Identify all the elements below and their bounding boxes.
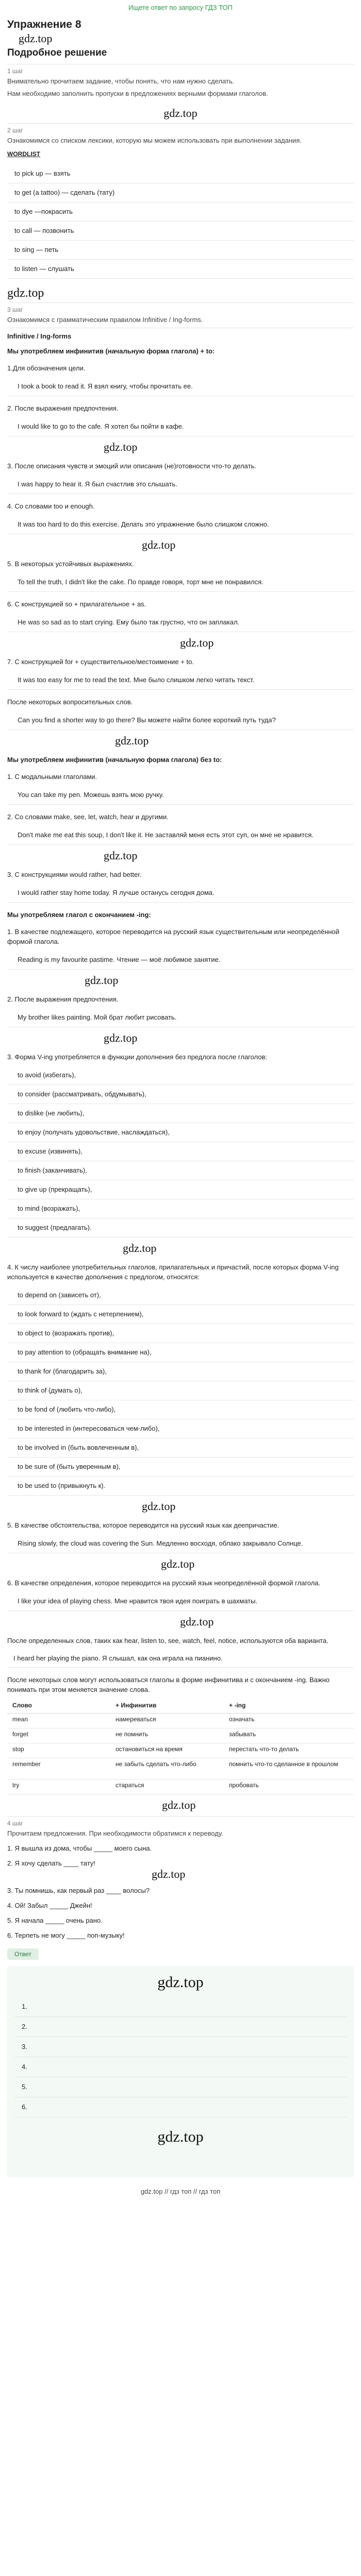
sentence: 4. Ой! Забыл _____ Джейн! [7, 1902, 92, 1909]
rule-title: 5. В качестве обстоятельства, которое переводится на русский язык как деепричастие. [7, 1521, 280, 1529]
rule-example: My brother likes painting. Мой брат любит рисовать. [7, 1008, 354, 1027]
step-2 [7, 127, 354, 279]
rule-title: 7. С конструкцией for + существительное/местоимение + to. [7, 658, 194, 666]
table-cell: означать [229, 1716, 255, 1723]
rule-example: I would like to go to the cafe. Я хотел бы пойти в кафе. [7, 417, 354, 436]
wordlist-item: to dye —покрасить [7, 202, 354, 222]
rule-title: 1. В качестве подлежащего, которое переводится на русский язык существительным или неопределённой формой глагола. [7, 928, 339, 945]
rule-example: to object to (возражать против), [7, 1324, 354, 1343]
rule-example: I took a book to read it. Я взял книгу, чтобы прочитать ее. [7, 377, 354, 396]
rule-title: 6. С конструкцией so + прилагательное + as. [7, 600, 146, 608]
watermark: gdz.top [161, 1557, 195, 1570]
rule-example: to dislike (не любить), [7, 1104, 354, 1123]
table-cell: помнить что-то сделанное в прошлом [229, 1760, 338, 1768]
rule-example: He was so sad as to start crying. Ему было так грустно, что он заплакал. [7, 613, 354, 632]
table-cell: остановиться на время [116, 1745, 183, 1753]
rule-example: to finish (заканчивать), [7, 1161, 354, 1180]
solution-title: Подробное решение [7, 47, 107, 58]
rule-title: Infinitive / Ing-forms [7, 332, 72, 340]
step-instruction: Внимательно прочитаем задание, чтобы понять, что нам нужно сделать. [7, 77, 235, 85]
rule-example: to suggest (предлагать). [7, 1218, 354, 1238]
watermark: gdz.top [104, 1031, 138, 1044]
table-header-cell: + -ing [229, 1702, 246, 1709]
rule-example: It was too easy for me to read the text. Мне было слишком легко читать текст. [7, 671, 354, 690]
rule-title: 2. После выражения предпочтения. [7, 404, 119, 412]
watermark: gdz.top [142, 538, 176, 551]
rule-example: to be interested in (интересоваться чем-либо), [7, 1419, 354, 1438]
answer-item: 4. [14, 2057, 347, 2077]
answer-item: 1. [14, 1997, 347, 2017]
rule-title: 4. Со словами too и enough. [7, 502, 95, 510]
main-content [7, 18, 354, 2195]
rule-example: Can you find a shorter way to go there? Вы можете найти более короткий путь туда? [7, 711, 354, 730]
table-cell: не забыть сделать что-либо [116, 1760, 196, 1768]
step-instruction: Ознакомимся со списком лексики, которую мы можем использовать при выполнении задания. [7, 137, 302, 144]
rule-title: 4. К числу наиболее употребительных глаголов, прилагательных и причастий, после которых форма V-ing используется в качестве дополнения с предлогом, относятся: [7, 1263, 339, 1281]
rule-example: to thank for (благодарить за), [7, 1362, 354, 1381]
rule-example: to be fond of (любить что-либо), [7, 1400, 354, 1419]
rule-title: 3. С конструкциями would rather, had better. [7, 871, 142, 878]
divider [7, 1816, 354, 1817]
watermark: gdz.top [19, 32, 53, 45]
rule-example: to look forward to (ждать с нетерпением), [7, 1305, 354, 1324]
table-cell: пробовать [229, 1782, 259, 1789]
table-cell: не помнить [116, 1731, 149, 1738]
bare-rules [7, 772, 354, 903]
answer-item: 2. [14, 2017, 347, 2037]
rule-example: Reading is my favourite pastime. Чтение — моё любимое занятие. [7, 951, 354, 970]
table-cell: forget [12, 1731, 28, 1738]
step-label: 4 шаг [7, 1820, 23, 1827]
rule-example: to consider (рассматривать, обдумывать), [7, 1085, 354, 1104]
watermark: gdz.top [7, 286, 44, 300]
answer-item: 3. [14, 2037, 347, 2057]
table-cell: stop [12, 1745, 24, 1753]
step-instruction: Ознакомимся с грамматическим правилом Infinitive / Ing-forms. [7, 316, 203, 324]
watermark: gdz.top [157, 2128, 204, 2145]
table-cell: remember [12, 1760, 41, 1768]
wordlist [7, 164, 354, 279]
divider [7, 302, 354, 303]
wordlist-item: to listen — слушать [7, 260, 354, 279]
rule-example: to enjoy (получать удовольствие, наслаждаться), [7, 1123, 354, 1142]
table-row [7, 1780, 354, 1794]
rule-title: 1.Для обозначения цели. [7, 364, 86, 372]
rule-example: to be used to (привыкнуть к). [7, 1477, 354, 1496]
answer-button[interactable]: Ответ [7, 1948, 39, 1960]
answer-list [14, 1997, 347, 2117]
table-cell: try [12, 1782, 20, 1789]
watermark: gdz.top [180, 1615, 214, 1628]
wordlist-item: to get (a tattoo) — сделать (тату) [7, 183, 354, 202]
table-cell: mean [12, 1716, 28, 1723]
step-3 [7, 306, 354, 1794]
step-label: 1 шаг [7, 67, 23, 75]
watermark: gdz.top [180, 636, 214, 649]
watermark: gdz.top [123, 1242, 157, 1255]
table-row [7, 1758, 354, 1780]
sentences [7, 1843, 354, 1940]
rule-example: It was too hard to do this exercise. Делать это упражнение было слишком сложно. [7, 515, 354, 534]
rule-example: Don't make me eat this soup, I don't like it. Не заставляй меня есть этот суп, он мне не нравится. [7, 826, 354, 845]
rule-example: I like your idea of playing chess. Мне нравится твоя идея поиграть в шахматы. [7, 1592, 354, 1611]
answer-item: 6. [14, 2097, 347, 2117]
ing-rules [7, 927, 354, 1629]
rule-title: 6. В качестве определения, которое переводится на русский язык неопределённой формой глагола. [7, 1579, 321, 1587]
step-4 [7, 1820, 354, 1940]
perception-example: I heard her playing the piano. Я слышал, как она играла на пианино. [7, 1650, 354, 1668]
rule-title: 2. Со словами make, see, let, watch, hear и другими. [7, 813, 169, 821]
rule-example: to depend on (зависеть от), [7, 1286, 354, 1305]
table-cell: забывать [229, 1731, 256, 1738]
answer-box [7, 1966, 354, 2177]
wordlist-heading: WORDLIST [7, 150, 40, 158]
watermark: gdz.top [152, 1868, 186, 1880]
perception-note: После определенных слов, таких как hear, listen to, see, watch, feel, notice, используются оба варианта. [7, 1637, 329, 1645]
answer-section [7, 1948, 354, 2177]
step-task: Нам необходимо заполнить пропуски в предложениях верными формами глаголов. [7, 90, 268, 97]
wordlist-item: to sing — петь [7, 241, 354, 260]
table-intro: После некоторых слов могут использоваться глаголы в форме инфинитива и с окончанием -ing. Важно понимать при этом меняется значение слова. [7, 1676, 330, 1693]
rule-example: I would rather stay home today. Я лучше останусь сегодня дома. [7, 884, 354, 903]
rule-title: 3. После описания чувств и эмоций или описания (не)готовности что-то делать. [7, 462, 256, 470]
watermark: gdz.top [104, 440, 138, 453]
rule-example: Rising slowly, the cloud was covering the Sun. Медленно восходя, облако закрывало Солнце. [7, 1534, 354, 1553]
table-row [7, 1714, 354, 1728]
table-header-cell: Слово [12, 1702, 32, 1709]
inf-heading: Мы употребляем инфинитив (начальную форма глагола) + to: [7, 347, 215, 355]
watermark: gdz.top [85, 974, 119, 987]
rule-example: to excuse (извинять), [7, 1142, 354, 1161]
table-cell: стараться [116, 1782, 144, 1789]
watermark: gdz.top [163, 107, 198, 120]
step-label: 3 шаг [7, 306, 23, 313]
rule-example: to pay attention to (обращать внимание на), [7, 1343, 354, 1362]
sentence: 3. Ты помнишь, как первый раз ____ волосы? [7, 1887, 150, 1894]
table-header-cell: + Инфинитив [116, 1702, 157, 1709]
rule-example: to be involved in (быть вовлеченным в), [7, 1438, 354, 1458]
watermark: gdz.top [104, 849, 138, 862]
table-header-row [7, 1700, 354, 1714]
top-search-link[interactable]: Ищете ответ по запросу ГДЗ ТОП [128, 4, 233, 11]
rule-example: to be sure of (быть уверенным в), [7, 1458, 354, 1477]
watermark: gdz.top [162, 1799, 196, 1811]
inf-rules [7, 363, 354, 748]
table-cell: перестать что-то делать [229, 1745, 299, 1753]
rule-title: 1. С модальными глаголами. [7, 773, 97, 781]
rule-title: 2. После выражения предпочтения. [7, 995, 119, 1003]
divider [7, 123, 354, 124]
bare-heading: Мы употребляем инфинитив (начальную форма глагола) без to: [7, 756, 222, 764]
footer: gdz.top // гдз топ // гдз топ [140, 2188, 221, 2195]
table-cell: намереваться [116, 1716, 156, 1723]
sentence: 2. Я хочу сделать ____ тату! [7, 1859, 95, 1867]
rule-example: To tell the truth, I didn't like the cake. По правде говоря, торт мне не понравился. [7, 573, 354, 592]
rule-example: You can take my pen. Можешь взять мою ручку. [7, 786, 354, 805]
rule-example: to think of (думать о), [7, 1381, 354, 1400]
watermark: gdz.top [115, 734, 149, 747]
table-row [7, 1728, 354, 1743]
wordlist-item: to call — позвонить [7, 222, 354, 241]
step-label: 2 шаг [7, 127, 23, 134]
ing-heading: Мы употребляем глагол с окончанием -ing: [7, 911, 151, 919]
rule-example: I was happy to hear it. Я был счастлив это слышать. [7, 475, 354, 494]
rule-title: 5. В некоторых устойчивых выражениях. [7, 560, 134, 568]
step-1 [7, 67, 354, 98]
watermark: gdz.top [157, 1974, 204, 1991]
step-instruction: Прочитаем предложения. При необходимости обратимся к переводу. [7, 1829, 223, 1837]
top-search-link-bar [0, 0, 361, 18]
sentence: 1. Я вышла из дома, чтобы _____ моего сына. [7, 1844, 152, 1852]
rule-example: to mind (возражать), [7, 1199, 354, 1218]
rule-title: 3. Форма V-ing употребляется в функции дополнения без предлога после глаголов: [7, 1053, 267, 1061]
meaning-table [7, 1700, 354, 1794]
wordlist-item: to pick up — взять [7, 164, 354, 183]
sentence: 6. Терпеть не могу _____ поп-музыку! [7, 1931, 125, 1939]
page-title: Упражнение 8 [7, 19, 81, 30]
sentence: 5. Я начала _____ очень рано. [7, 1917, 103, 1924]
table-row [7, 1743, 354, 1758]
rule-example: to give up (прекращать), [7, 1180, 354, 1199]
rule-example: to avoid (избегать), [7, 1066, 354, 1085]
watermark: gdz.top [142, 1500, 176, 1513]
answer-item: 5. [14, 2077, 347, 2097]
rule-title: После некоторых вопросительных слов. [7, 698, 133, 706]
